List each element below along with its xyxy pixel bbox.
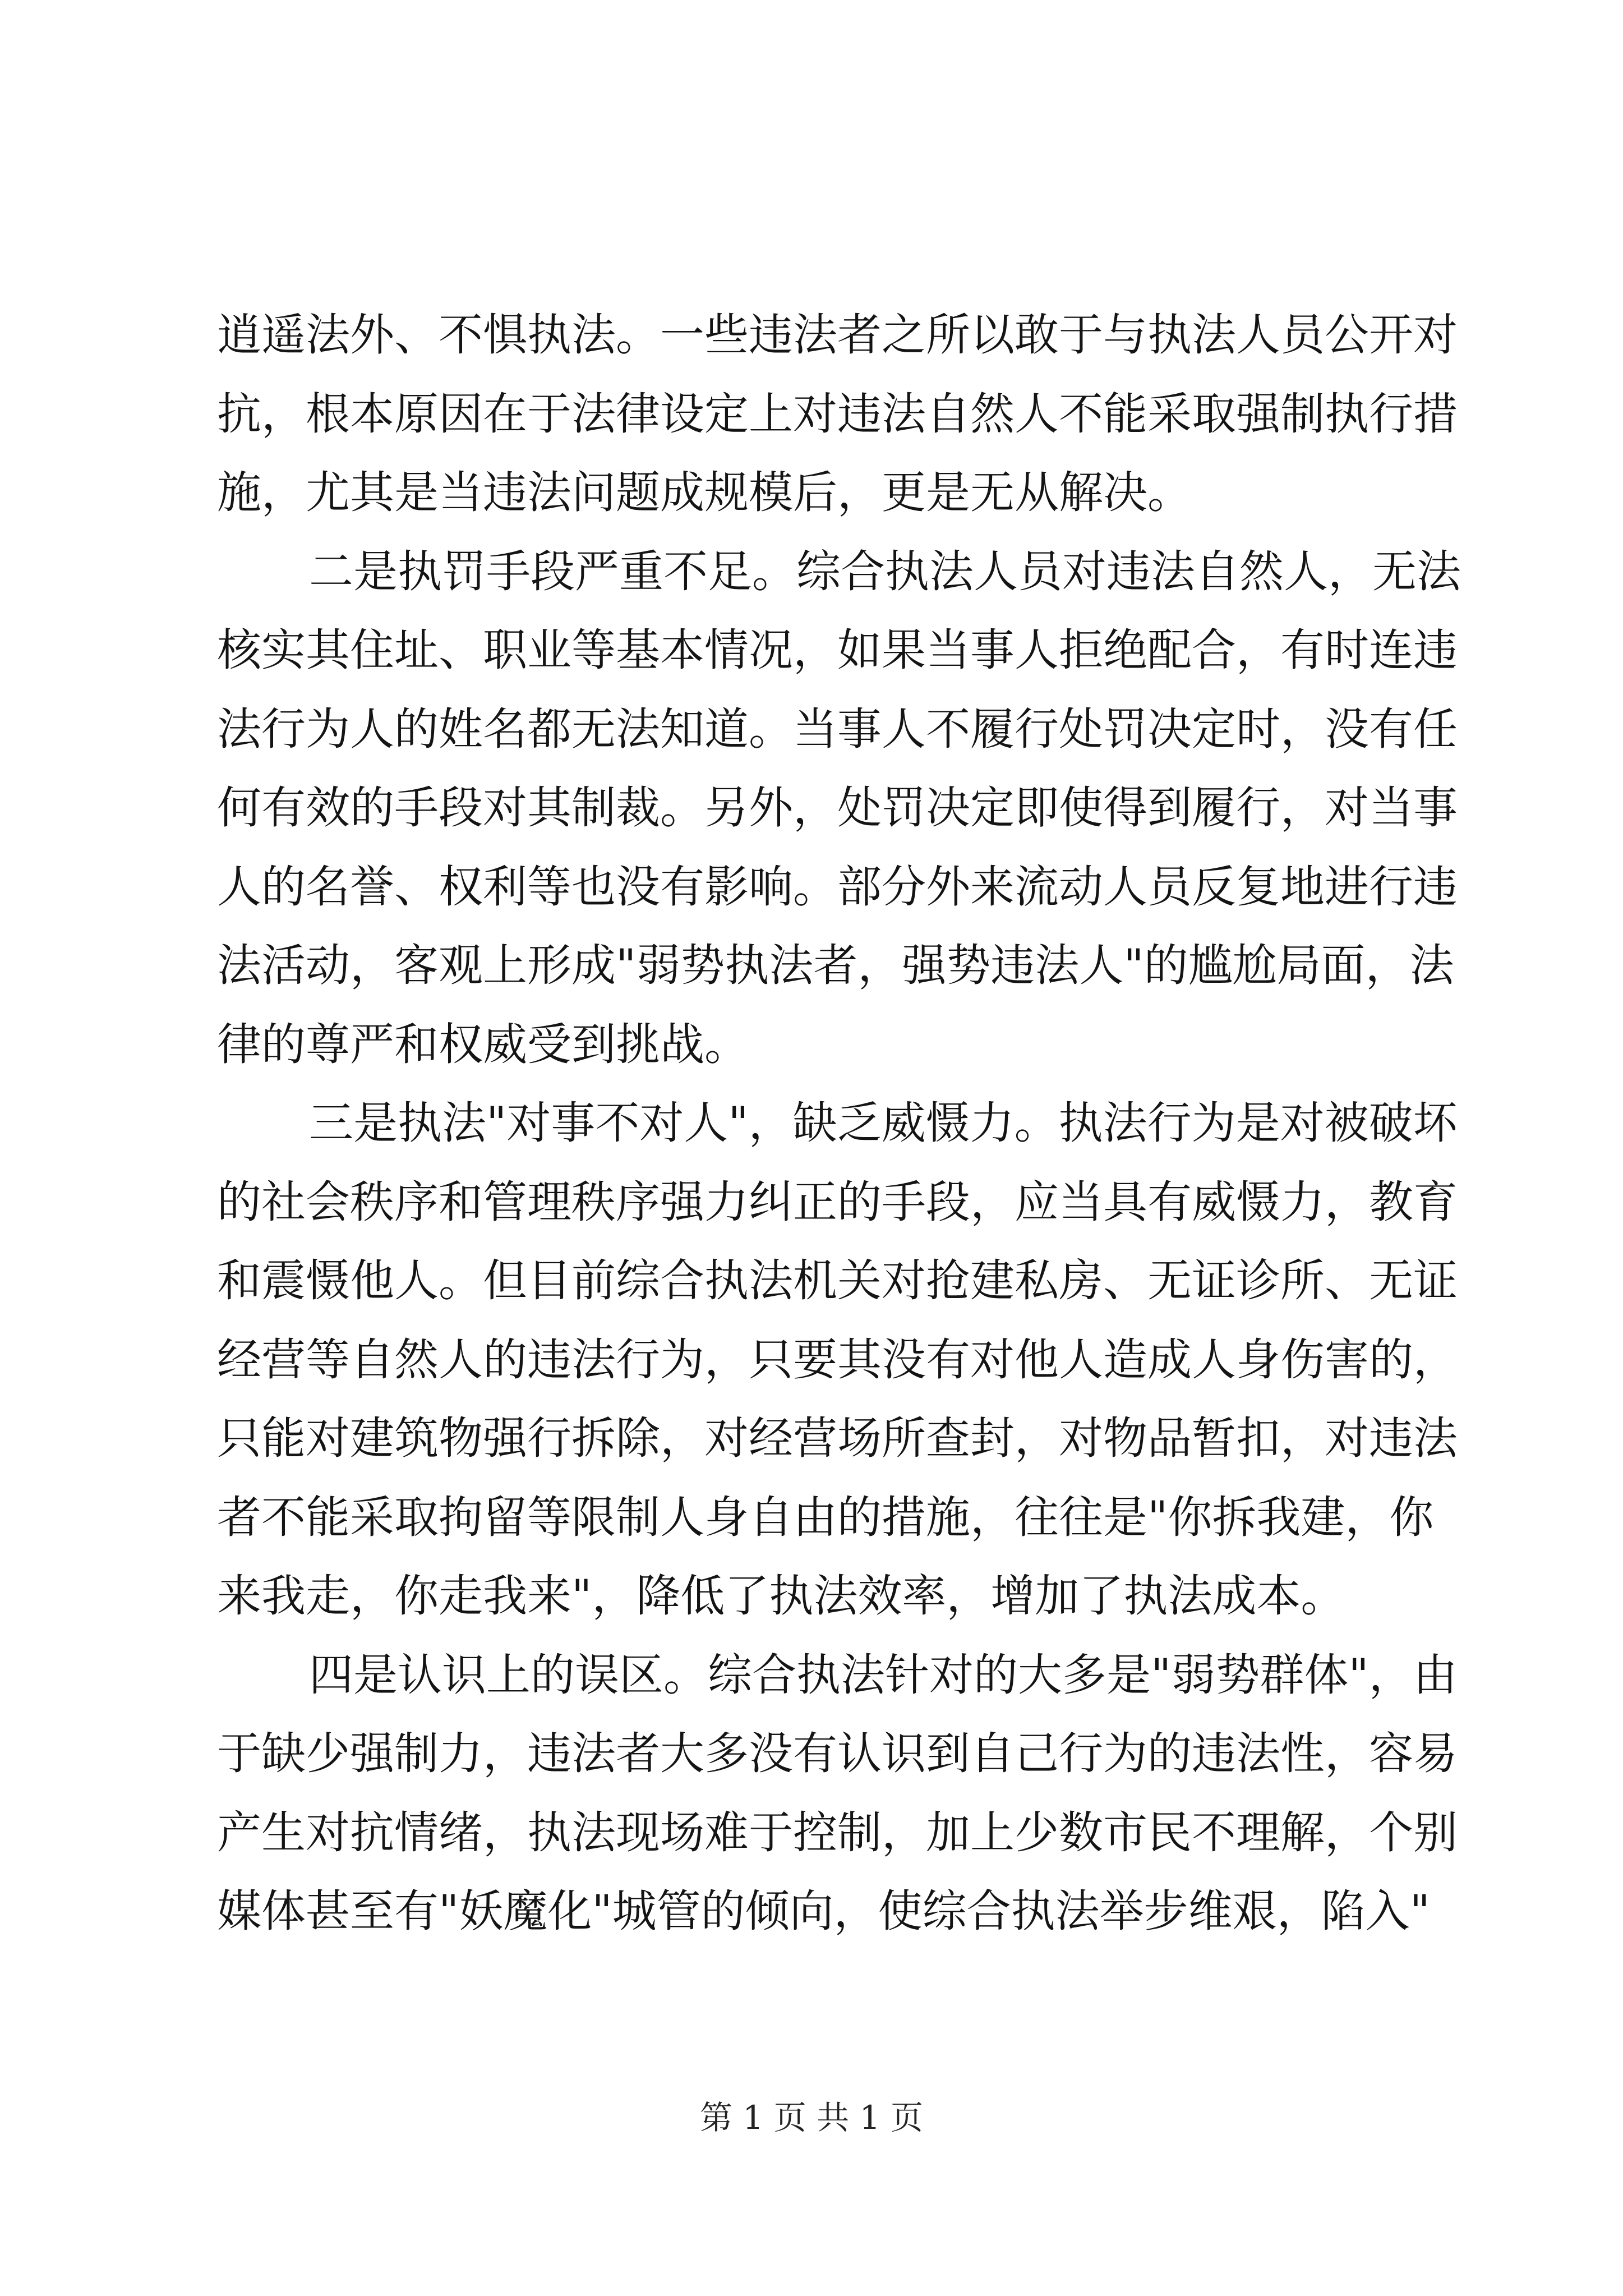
text-line: 二是执罚手段严重不足。综合执法人员对违法自然人，无法 xyxy=(309,546,1461,597)
text-line: 于缺少强制力，违法者大多没有认识到自己行为的违法性，容易 xyxy=(217,1728,1458,1779)
text-line: 者不能采取拘留等限制人身自由的措施，往往是"你拆我建，你 xyxy=(217,1492,1434,1543)
text-line: 只能对建筑物强行拆除，对经营场所查封，对物品暂扣，对违法 xyxy=(217,1412,1458,1464)
text-line: 律的尊严和权威受到挑战。 xyxy=(217,1019,749,1070)
text-line: 经营等自然人的违法行为，只要其没有对他人造成人身伤害的， xyxy=(217,1334,1458,1386)
text-line: 四是认识上的误区。综合执法针对的大多是"弱势群体"，由 xyxy=(309,1649,1458,1701)
page-number: 第 1 页 共 1 页 xyxy=(700,2099,923,2137)
text-line: 来我走，你走我来"，降低了执法效率，增加了执法成本。 xyxy=(217,1570,1345,1622)
text-line: 法活动，客观上形成"弱势执法者，强势违法人"的尴尬局面，法 xyxy=(217,940,1454,991)
text-line: 抗，根本原因在于法律设定上对违法自然人不能采取强制执行措 xyxy=(217,388,1458,440)
text-line: 媒体甚至有"妖魔化"城管的倾向，使综合执法举步维艰，陷入" xyxy=(217,1885,1431,1937)
page-footer xyxy=(0,2095,1623,2140)
text-line: 法行为人的姓名都无法知道。当事人不履行处罚决定时，没有任 xyxy=(217,703,1458,755)
text-line: 施，尤其是当违法问题成规模后，更是无从解决。 xyxy=(217,467,1192,518)
text-line: 逍遥法外、不惧执法。一些违法者之所以敢于与执法人员公开对 xyxy=(217,309,1458,361)
text-line: 何有效的手段对其制裁。另外，处罚决定即使得到履行，对当事 xyxy=(217,782,1458,834)
text-line: 三是执法"对事不对人"，缺乏威慑力。执法行为是对被破坏 xyxy=(309,1097,1458,1149)
text-line: 产生对抗情绪，执法现场难于控制，加上少数市民不理解，个别 xyxy=(217,1807,1458,1858)
text-line: 和震慑他人。但目前综合执法机关对抢建私房、无证诊所、无证 xyxy=(217,1255,1458,1306)
text-line: 核实其住址、职业等基本情况，如果当事人拒绝配合，有时连违 xyxy=(217,624,1458,676)
text-line: 的社会秩序和管理秩序强力纠正的手段，应当具有威慑力，教育 xyxy=(217,1176,1458,1228)
text-line: 人的名誉、权利等也没有影响。部分外来流动人员反复地进行违 xyxy=(217,861,1458,913)
